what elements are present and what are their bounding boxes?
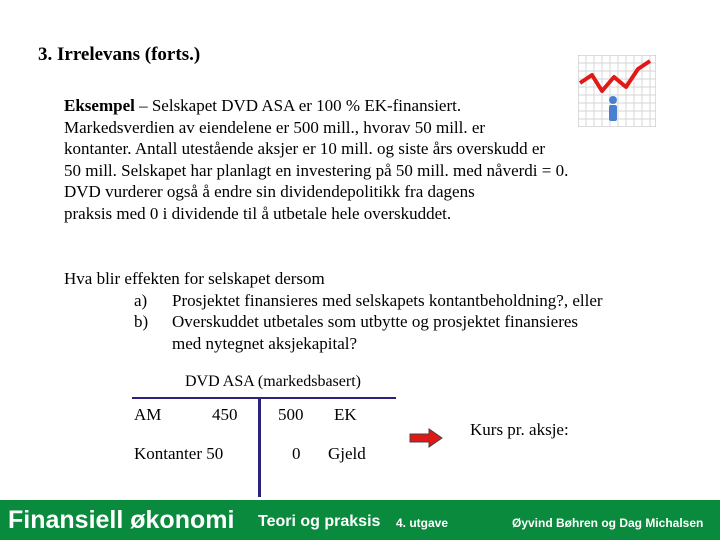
example-line: DVD vurderer også å endre sin dividendepolitikk fra dagens — [64, 182, 475, 201]
slide-title: 3. Irrelevans (forts.) — [38, 44, 201, 65]
balance-left-value-am: 450 — [212, 405, 238, 424]
right-arrow-icon — [409, 428, 443, 448]
balance-right-label-ek: EK — [334, 405, 357, 424]
share-price-label: Kurs pr. aksje: — [470, 420, 569, 439]
balance-title: DVD ASA (markedsbasert) — [185, 373, 361, 390]
example-label: Eksempel — [64, 96, 135, 115]
example-line: Eksempel – Selskapet DVD ASA er 100 % EK-finansiert. — [64, 96, 462, 115]
balance-divider — [258, 397, 261, 497]
balance-right-value-gjeld: 0 — [292, 444, 301, 463]
footer-edition: 4. utgave — [396, 516, 449, 530]
balance-left-label-cash: Kontanter 50 — [134, 444, 224, 463]
example-line: Markedsverdien av eiendelene er 500 mill., hvorav 50 mill. er — [64, 117, 486, 137]
balance-right-value-ek: 500 — [278, 405, 304, 424]
balance-left-label-am: AM — [134, 405, 162, 424]
example-line: praksis med 0 i dividende til å utbetale hele overskuddet. — [64, 203, 452, 223]
footer-title: Finansiell økonomi — [8, 506, 235, 534]
question-item-b: b) Overskuddet utbetales som utbytte og prosjektet finansieres — [134, 312, 579, 331]
footer-banner — [0, 500, 720, 540]
growth-chart-icon — [578, 55, 656, 127]
balance-right-label-gjeld: Gjeld — [328, 444, 366, 463]
question-item-b-continued: med nytegnet aksjekapital? — [172, 333, 358, 353]
example-paragraph — [64, 95, 568, 224]
footer-subtitle: Teori og praksis — [258, 513, 381, 530]
example-line: kontanter. Antall utestående aksjer er 10 mill. og siste års overskudd er — [64, 139, 546, 158]
footer-authors: Øyvind Bøhren og Dag Michalsen — [512, 516, 704, 530]
question-item-a: a) Prosjektet finansieres med selskapets kontantbeholdning?, eller — [134, 290, 603, 310]
balance-top-line — [132, 397, 396, 399]
question-intro: Hva blir effekten for selskapet dersom — [64, 269, 325, 288]
question-block — [64, 268, 603, 354]
example-line: 50 mill. Selskapet har planlagt en investering på 50 mill. med nåverdi = 0. — [64, 160, 569, 180]
